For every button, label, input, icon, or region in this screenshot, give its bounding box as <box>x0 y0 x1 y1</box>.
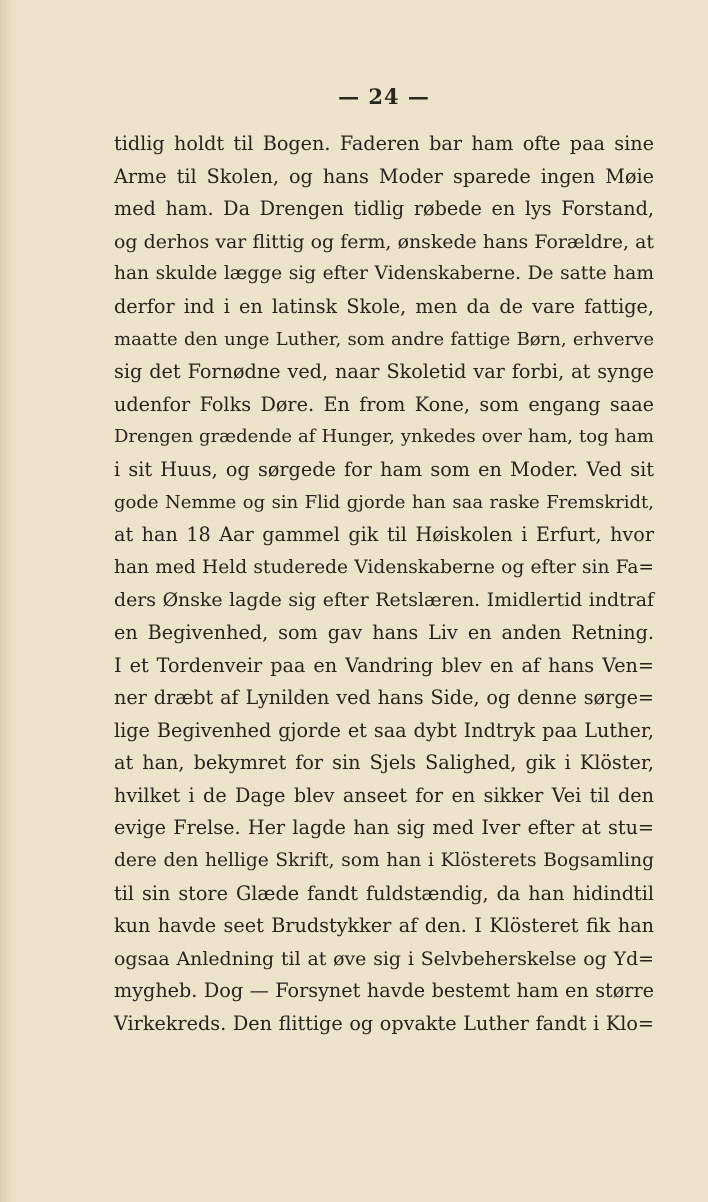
text-line: til sin store Glæde fandt fuldstændig, da han hidindtil <box>114 881 654 905</box>
text-line: kun havde seet Brudstykker af den. I Klösteret fik han <box>114 914 654 938</box>
text-line: I et Tordenveir paa en Vandring blev en af hans Ven= <box>114 653 654 677</box>
text-line: ner dræbt af Lynilden ved hans Side, og denne sørge= <box>114 686 654 710</box>
text-line: at han 18 Aar gammel gik til Høiskolen i Erfurt, hvor <box>114 523 654 547</box>
text-line: Arme til Skolen, og hans Moder sparede ingen Møie <box>114 164 654 188</box>
text-line: evige Frelse. Her lagde han sig med Iver efter at stu= <box>114 816 654 840</box>
text-line: lige Begivenhed gjorde et saa dybt Indtryk paa Luther, <box>114 718 654 742</box>
text-line: og derhos var flittig og ferm, ønskede hans Forældre, at <box>114 230 654 253</box>
text-line: Virkekreds. Den flittige og opvakte Luther fandt i Klo= <box>114 1012 654 1036</box>
text-line: en Begivenhed, som gav hans Liv en anden Retning. <box>114 620 654 644</box>
text-line: sig det Fornødne ved, naar Skoletid var forbi, at synge <box>114 360 654 384</box>
text-line: mygheb. Dog — Forsynet havde bestemt ham en større <box>114 979 654 1003</box>
text-line: Drengen grædende af Hunger, ynkedes over ham, tog ham <box>114 426 654 448</box>
text-line: at han, bekymret for sin Sjels Salighed, gik i Klöster, <box>114 751 654 775</box>
text-line: han med Held studerede Videnskaberne og efter sin Fa= <box>114 556 654 578</box>
text-line: tidlig holdt til Bogen. Faderen bar ham ofte paa sine <box>114 132 654 155</box>
text-line: gode Nemme og sin Flid gjorde han saa raske Fremskridt, <box>114 491 654 513</box>
page-number: — 24 — <box>338 84 430 109</box>
text-line: han skulde lægge sig efter Videnskaberne. De satte ham <box>114 263 654 285</box>
text-line: med ham. Da Drengen tidlig røbede en lys Forstand, <box>114 197 654 221</box>
body-text <box>114 128 654 1041</box>
text-line: maatte den unge Luther, som andre fattige Børn, erhverve <box>114 328 654 350</box>
text-line: ders Ønske lagde sig efter Retslæren. Imidlertid indtraf <box>114 589 654 612</box>
text-line: udenfor Folks Døre. En from Kone, som engang saae <box>114 392 654 416</box>
text-line: dere den hellige Skrift, som han i Klösterets Bogsamling <box>114 850 654 872</box>
text-line: hvilket i de Dage blev anseet for en sikker Vei til den <box>114 783 654 807</box>
text-line: derfor ind i en latinsk Skole, men da de vare fattige, <box>114 294 654 318</box>
text-line: ogsaa Anledning til at øve sig i Selvbeherskelse og Yd= <box>114 947 654 970</box>
text-line: i sit Huus, og sørgede for ham som en Moder. Ved sit <box>114 457 654 481</box>
